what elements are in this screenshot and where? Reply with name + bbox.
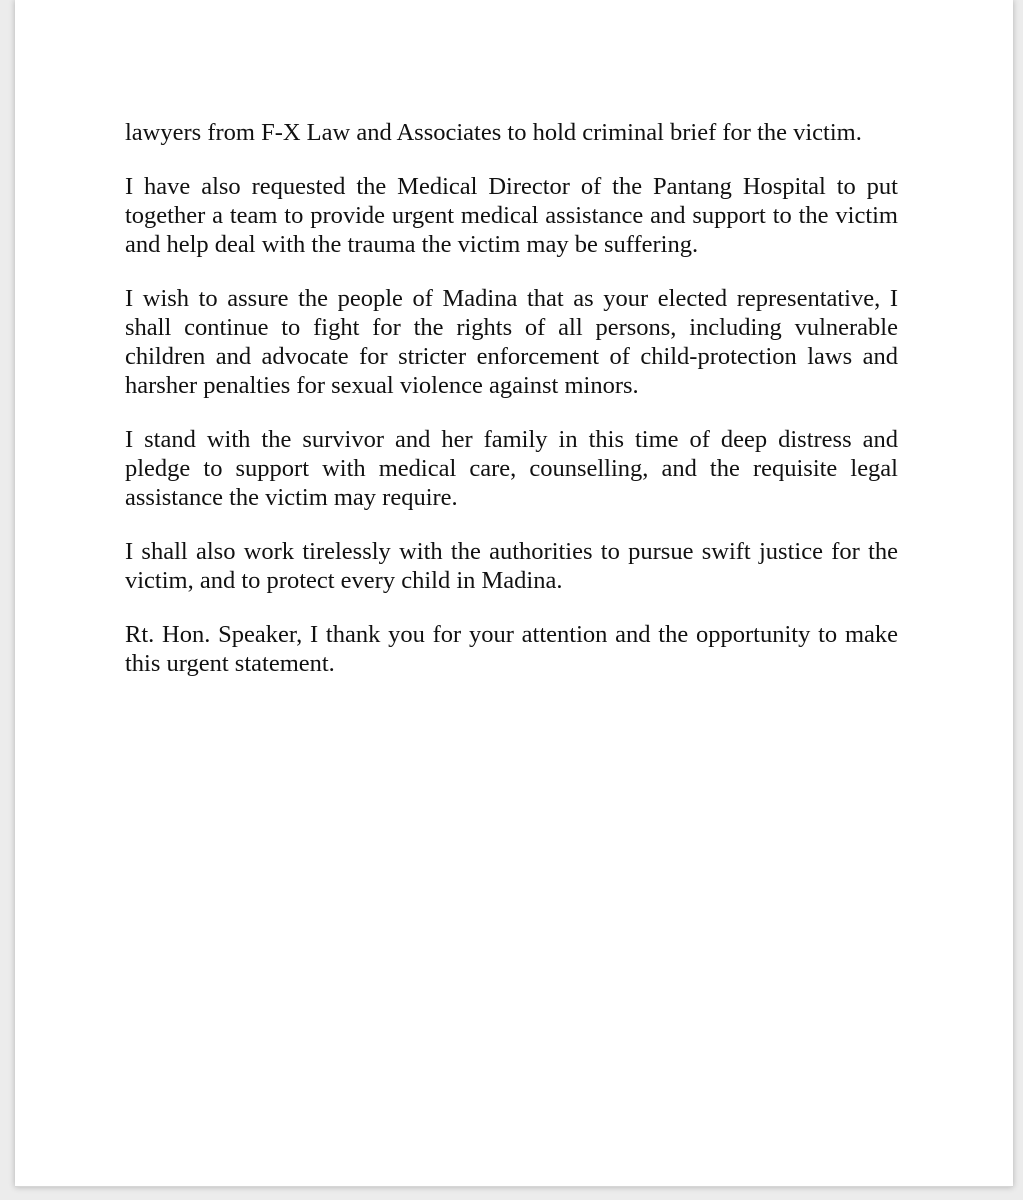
paragraph-assurance: I wish to assure the people of Madina that as your elected representative, I shall continue to fight for the rights of all persons, including vulnerable children and advocate for stricter enforcement of child-protection laws and harsher penalties for sexual violence against minors. (125, 285, 898, 399)
document-body (125, 118, 898, 703)
document-page (15, 0, 1013, 1187)
paragraph-solidarity: I stand with the survivor and her family in this time of deep distress and pledge to support with medical care, counselling, and the requisite legal assistance the victim may require. (125, 426, 898, 511)
paragraph-medical-support: I have also requested the Medical Director of the Pantang Hospital to put together a team to provide urgent medical assistance and support to the victim and help deal with the trauma the victim may be suffering. (125, 173, 898, 258)
paragraph-closing: Rt. Hon. Speaker, I thank you for your attention and the opportunity to make this urgent statement. (125, 621, 898, 677)
paragraph-justice: I shall also work tirelessly with the authorities to pursue swift justice for the victim, and to protect every child in Madina. (125, 538, 898, 594)
paragraph-legal-brief: lawyers from F-X Law and Associates to hold criminal brief for the victim. (125, 119, 862, 146)
